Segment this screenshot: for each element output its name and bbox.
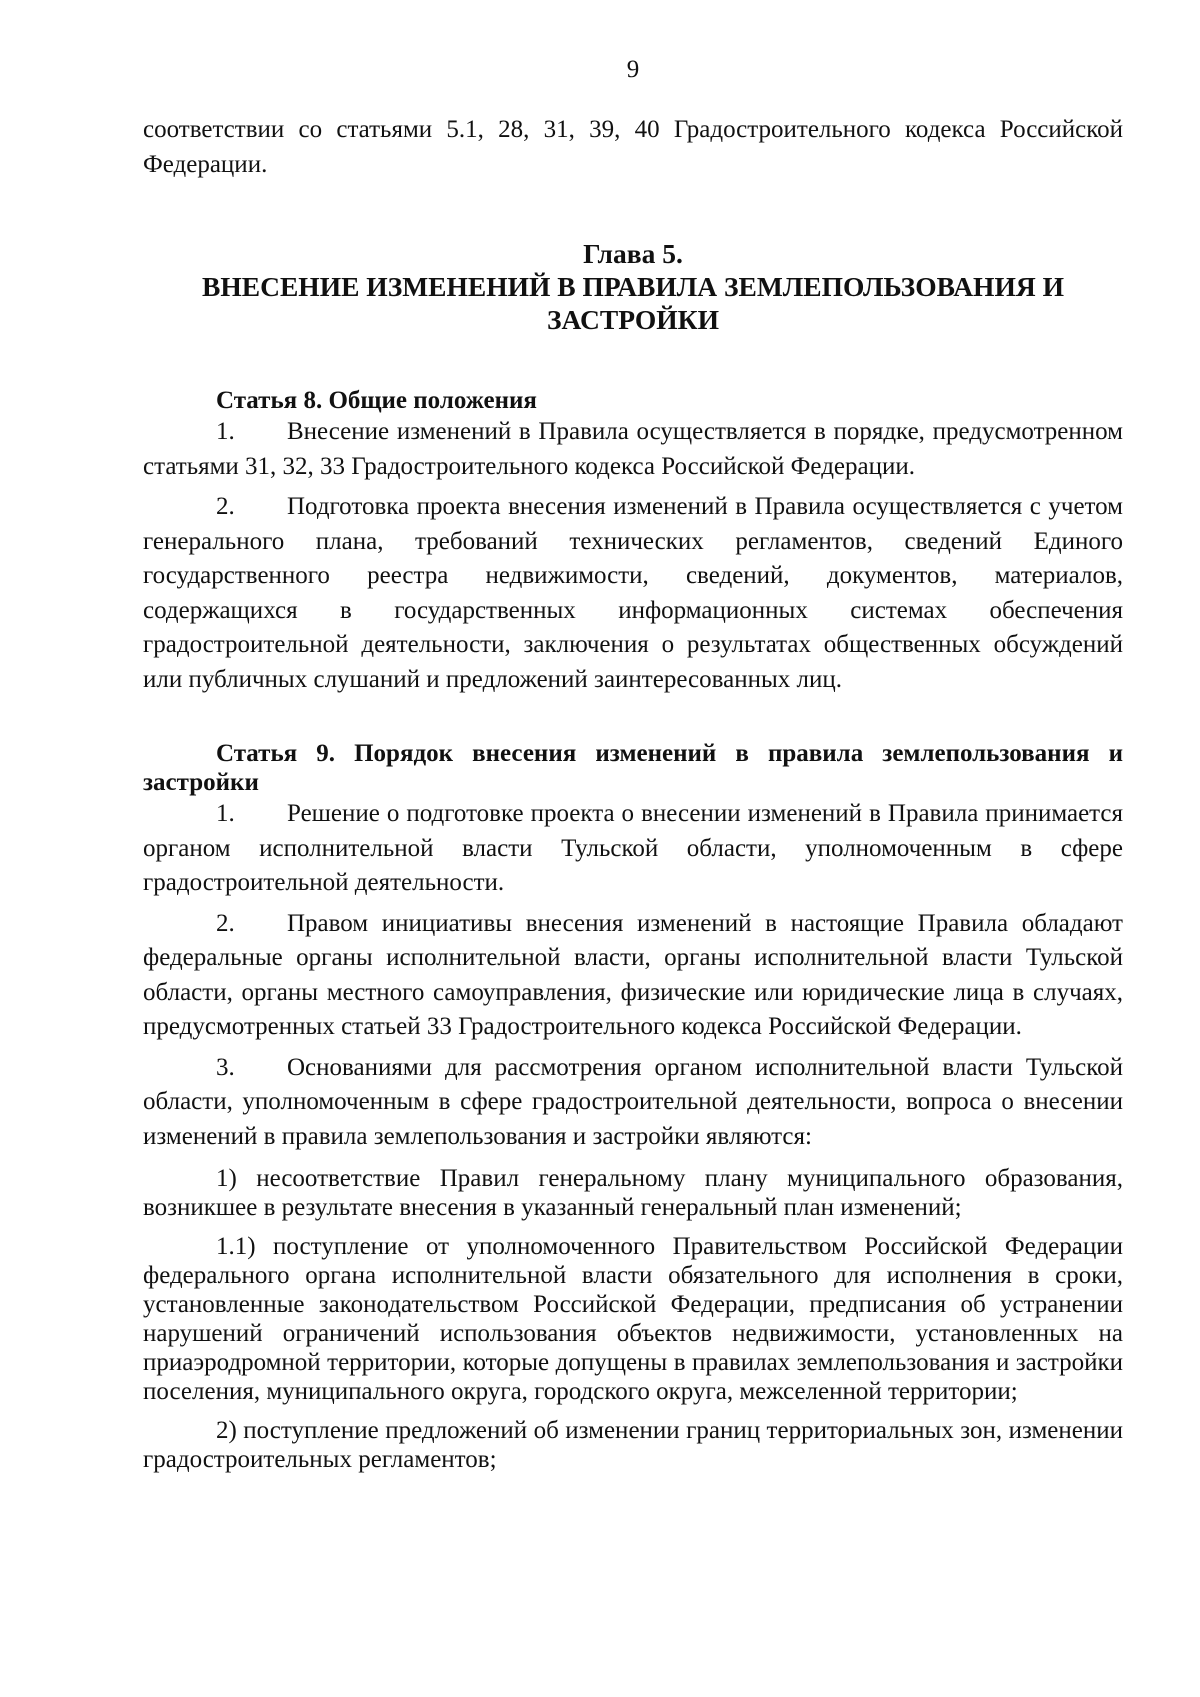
article-9-subitem-2: 2) поступление предложений об изменении границ территориальных зон, изменении градостроительных регламентов;: [143, 1417, 1123, 1473]
item-text: Основаниями для рассмотрения органом исполнительной власти Тульской области, уполномоченным в сфере градостроительной деятельности, вопроса о внесении изменений в правила землепользования и застройки являются:: [143, 1053, 1123, 1150]
item-text: Правом инициативы внесения изменений в настоящие Правила обладают федеральные органы исполнительной власти, органы исполнительной власти Тульской области, органы местного самоуправления, физические или юридические лица в случаях, предусмотренных статьей 33 Градостроительного кодекса Российской Федерации.: [143, 909, 1123, 1040]
article-8-item-1: [143, 415, 1123, 484]
item-number: 1.: [216, 418, 235, 445]
document-body: [143, 113, 1123, 1474]
article-9-title: Статья 9. Порядок внесения изменений в правила землепользования и застройки: [143, 740, 1123, 796]
item-number: 1.: [216, 800, 235, 827]
chapter-heading: [143, 237, 1123, 336]
item-text: Подготовка проекта внесения изменений в Правила осуществляется с учетом генерального плана, требований технических регламентов, сведений Единого государственного реестра недвижимости, сведений, документов, материалов, содержащихся в государственных информационных системах обеспечения градостроительной деятельности, заключения о результатах общественных обсуждений или публичных слушаний и предложений заинтересованных лиц.: [143, 493, 1123, 693]
item-text: Внесение изменений в Правила осуществляется в порядке, предусмотренном статьями 31, 32, 33 Градостроительного кодекса Российской Федерации.: [143, 418, 1123, 480]
intro-paragraph: соответствии со статьями 5.1, 28, 31, 39, 40 Градостроительного кодекса Российской Федерации.: [143, 116, 1123, 178]
article-8-item-2: [143, 490, 1123, 697]
article-9-item-1: [143, 797, 1123, 901]
item-number: 2.: [216, 493, 235, 520]
item-number: 2.: [216, 909, 235, 937]
article-9-item-2: [143, 907, 1123, 1045]
article-9-item-3: [143, 1051, 1123, 1155]
item-number: 3.: [216, 1053, 235, 1081]
page-number: 9: [626, 56, 640, 83]
article-9-subitem-1: 1) несоответствие Правил генеральному плану муниципального образования, возникшее в результате внесения в указанный генеральный план изменений;: [143, 1165, 1123, 1221]
item-text: Решение о подготовке проекта о внесении изменений в Правила принимается органом исполнительной власти Тульской области, уполномоченным в сфере градостроительной деятельности.: [143, 800, 1123, 896]
chapter-label: Глава 5.: [583, 238, 683, 269]
chapter-title: ВНЕСЕНИЕ ИЗМЕНЕНИЙ В ПРАВИЛА ЗЕМЛЕПОЛЬЗОВАНИЯ И ЗАСТРОЙКИ: [202, 271, 1064, 335]
article-8-title: Статья 8. Общие положения: [216, 387, 537, 414]
article-9-subitem-1-1: 1.1) поступление от уполномоченного Правительством Российской Федерации федерального органа исполнительной власти обязательного для исполнения в сроки, установленные законодательством Российской Федерации, предписания об устранении нарушений ограничений использования объектов недвижимости, установленных на приаэродромной территории, которые допущены в правилах землепользования и застройки поселения, муниципального округа, городского округа, межселенной территории;: [143, 1233, 1123, 1405]
